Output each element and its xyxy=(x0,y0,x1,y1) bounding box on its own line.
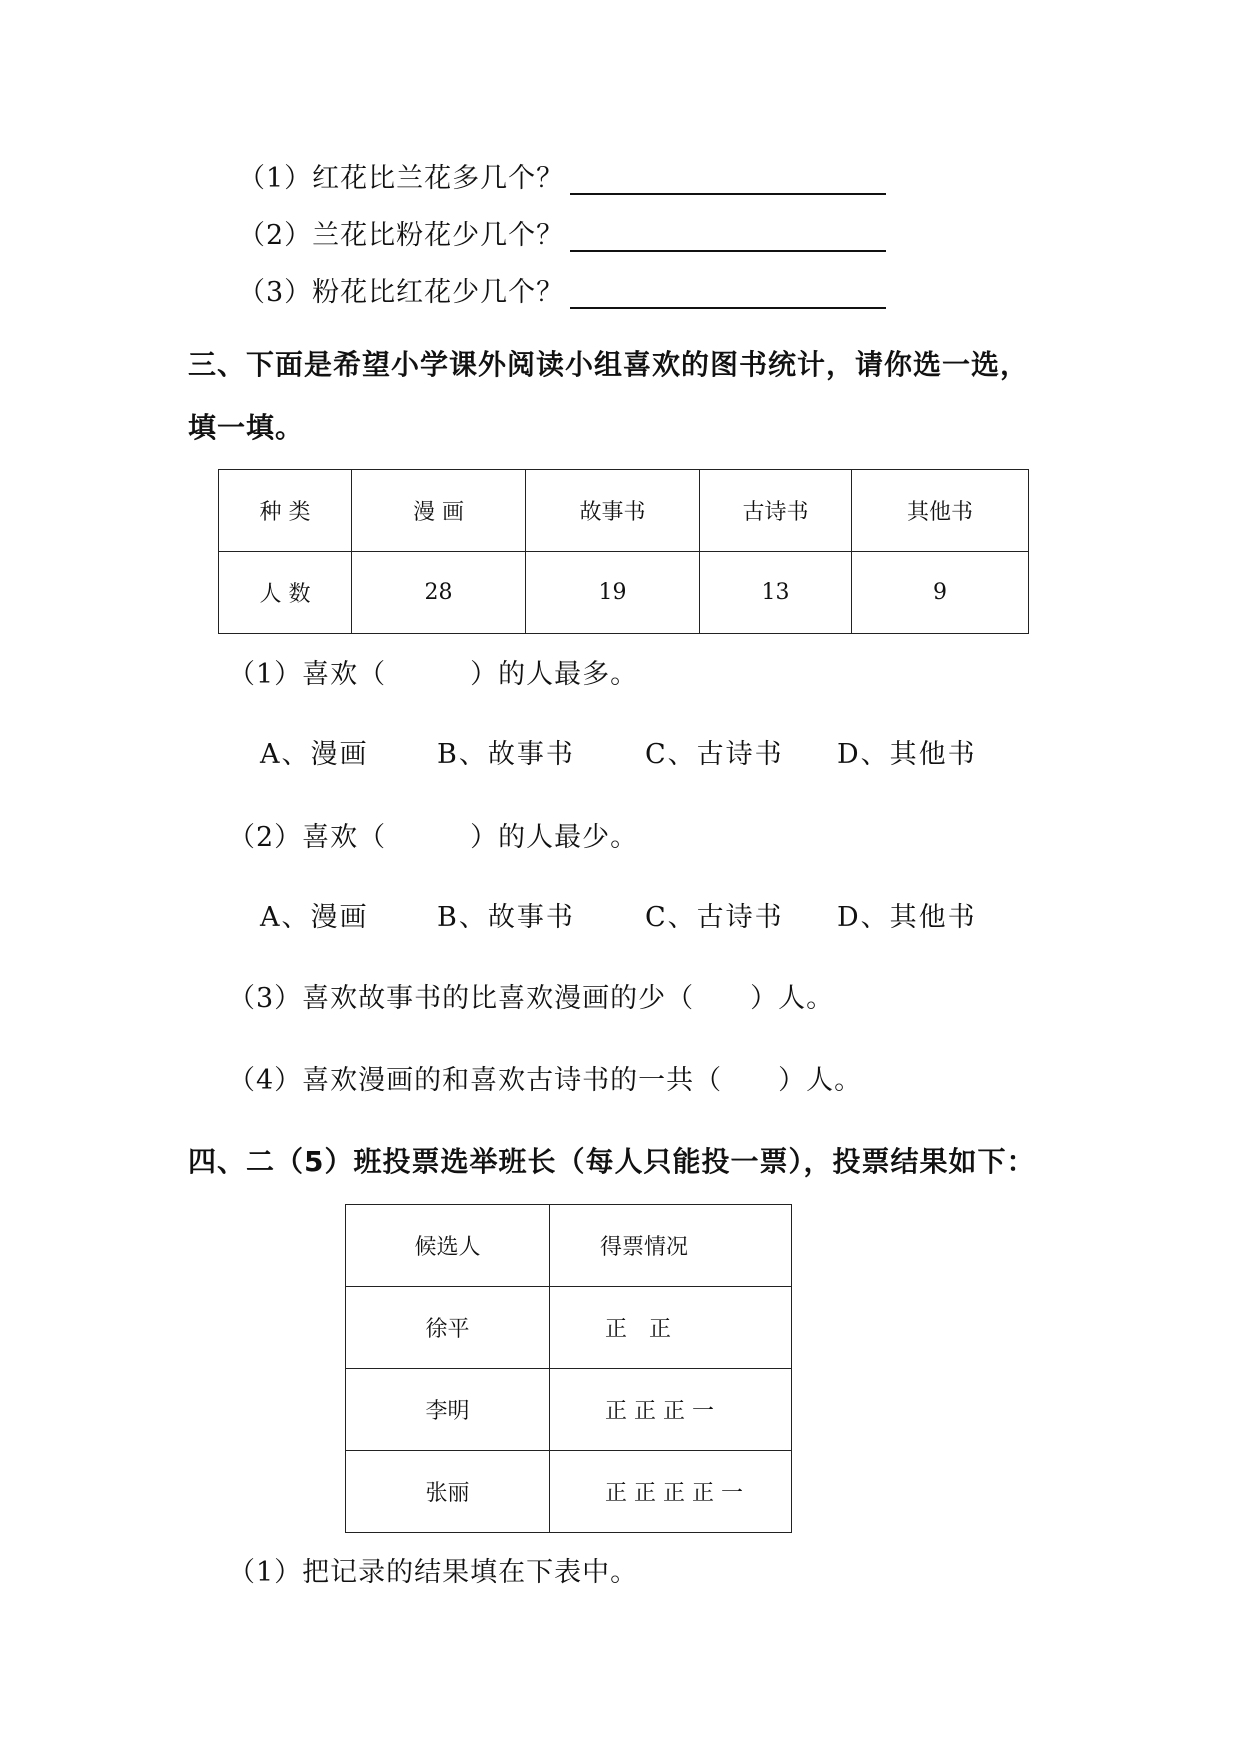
table-cell: 19 xyxy=(526,552,700,634)
option-d[interactable]: D、其他书 xyxy=(837,739,977,770)
option-c[interactable]: C、古诗书 xyxy=(645,902,784,933)
answer-line[interactable] xyxy=(570,279,886,309)
section3-heading-line2: 填一填。 xyxy=(188,411,305,444)
candidate-name: 李明 xyxy=(346,1369,550,1451)
candidate-name: 徐平 xyxy=(346,1287,550,1369)
candidate-name: 张丽 xyxy=(346,1451,550,1533)
table-cell: 9 xyxy=(852,552,1029,634)
question-pink-vs-red: （3）粉花比红花少几个？ xyxy=(238,270,886,309)
question-comic-plus-poetry: （4）喜欢漫画的和喜欢古诗书的一共（ ）人。 xyxy=(228,1065,863,1096)
answer-line[interactable] xyxy=(570,165,886,195)
answer-line[interactable] xyxy=(570,222,886,252)
option-d[interactable]: D、其他书 xyxy=(837,902,977,933)
question-red-vs-blue: （1）红花比兰花多几个？ xyxy=(238,156,886,195)
question-story-vs-comic: （3）喜欢故事书的比喜欢漫画的少（ ）人。 xyxy=(228,983,835,1014)
option-b[interactable]: B、故事书 xyxy=(437,739,575,770)
book-stats-table xyxy=(218,469,1029,634)
section4-heading: 四、二（5）班投票选举班长（每人只能投一票），投票结果如下： xyxy=(188,1145,1036,1178)
option-a[interactable]: A、漫画 xyxy=(260,902,369,933)
vote-tally: 正 正 正 正 一 xyxy=(550,1451,792,1533)
option-c[interactable]: C、古诗书 xyxy=(645,739,784,770)
vote-tally: 正 正 xyxy=(550,1287,792,1369)
table-header-cell: 漫 画 xyxy=(352,470,526,552)
table-header-cell: 其他书 xyxy=(852,470,1029,552)
table-header-cell: 古诗书 xyxy=(700,470,852,552)
table-header-cell: 候选人 xyxy=(346,1205,550,1287)
option-a[interactable]: A、漫画 xyxy=(260,739,369,770)
table-header-cell: 种 类 xyxy=(219,470,352,552)
option-b[interactable]: B、故事书 xyxy=(437,902,575,933)
question-fill-table: （1）把记录的结果填在下表中。 xyxy=(228,1557,639,1588)
question-least-liked: （2）喜欢（ ）的人最少。 xyxy=(228,822,639,853)
table-cell: 28 xyxy=(352,552,526,634)
question-blue-vs-pink: （2）兰花比粉花少几个？ xyxy=(238,213,886,252)
table-cell: 13 xyxy=(700,552,852,634)
table-cell: 人 数 xyxy=(219,552,352,634)
vote-tally-table xyxy=(345,1204,792,1533)
vote-tally: 正 正 正 一 xyxy=(550,1369,792,1451)
section3-heading-line1: 三、下面是希望小学课外阅读小组喜欢的图书统计，请你选一选， xyxy=(188,348,1030,381)
question-most-liked: （1）喜欢（ ）的人最多。 xyxy=(228,659,639,690)
table-header-cell: 得票情况 xyxy=(550,1205,792,1287)
table-header-cell: 故事书 xyxy=(526,470,700,552)
